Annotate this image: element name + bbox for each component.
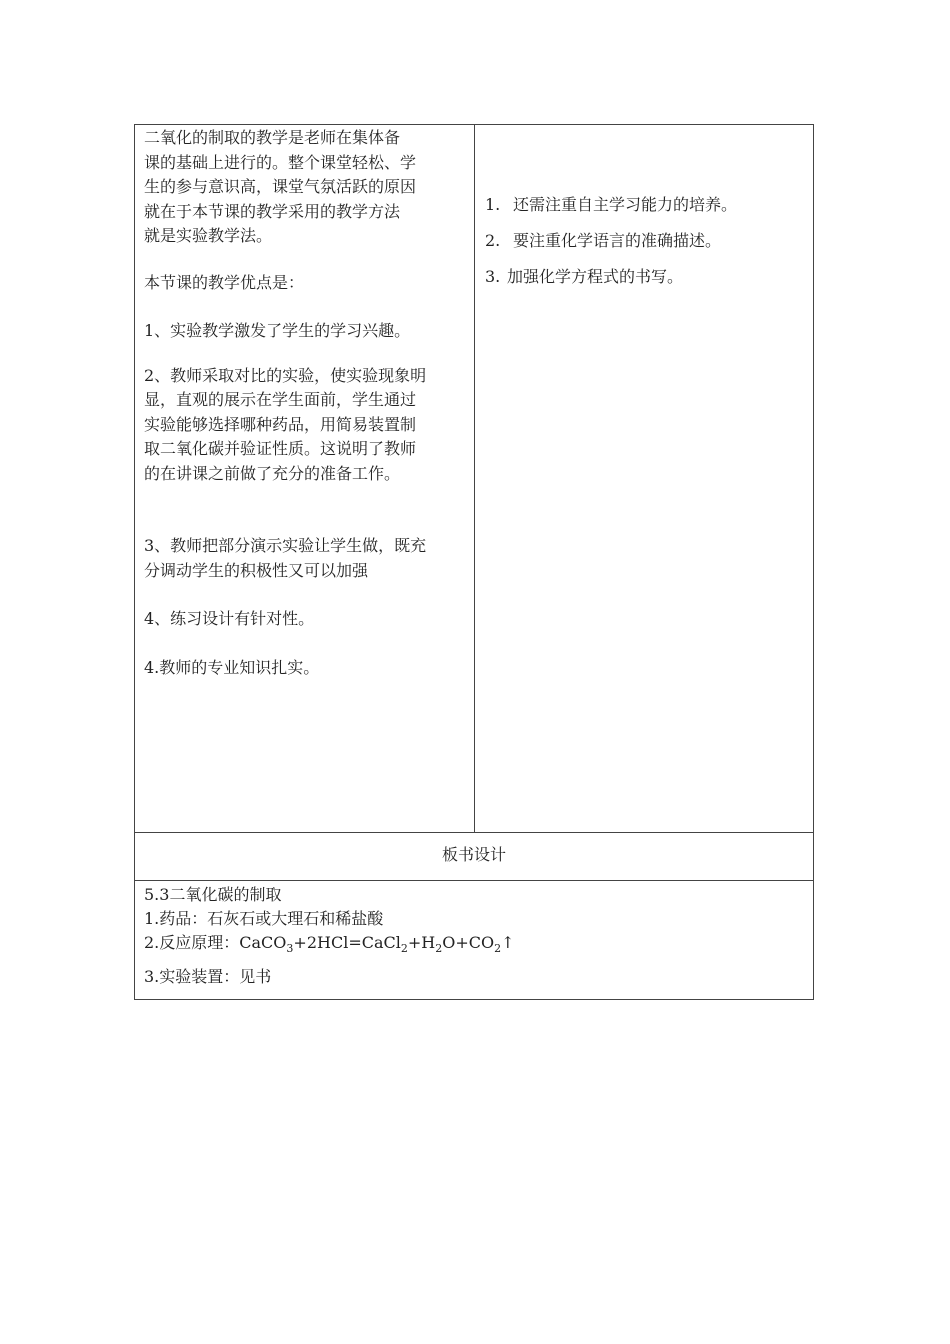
intro-line: 就在于本节课的教学采用的教学方法 — [144, 201, 401, 221]
merit-2-line: 显，直观的展示在学生面前，学生通过 — [144, 390, 417, 409]
evaluation-table — [134, 124, 814, 1000]
intro-line: 就是实验教学法。 — [144, 226, 273, 245]
suggestion-item — [485, 193, 737, 217]
suggestion-text: 还需注重自主学习能力的培养。 — [513, 195, 738, 214]
subscript: 3 — [286, 942, 294, 956]
merit-1: 1、实验教学激发了学生的学习兴趣。 — [144, 321, 411, 340]
merits-cell — [135, 125, 475, 832]
reflection-row — [135, 125, 813, 833]
merit-3-line: 分调动学生的积极性又可以加强 — [144, 560, 369, 580]
reaction-part: +2HCl=CaCl — [293, 933, 401, 952]
merit-2-line: 实验能够选择哪种药品，用简易装置制 — [144, 414, 417, 434]
reaction-part: +H — [407, 933, 436, 952]
subscript: 2 — [494, 942, 502, 956]
suggestion-number: 2. — [485, 231, 501, 250]
intro-line: 生的参与意识高，课堂气氛活跃的原因 — [144, 177, 417, 196]
suggestions-cell — [476, 125, 813, 832]
merit-4: 4、练习设计有针对性。 — [144, 609, 315, 628]
intro-line: 课的基础上进行的。整个课堂轻松、学 — [144, 152, 417, 172]
board-design-header-row — [135, 833, 813, 881]
suggestion-number: 1. — [485, 195, 501, 214]
suggestion-item — [485, 265, 683, 289]
merit-2-line: 取二氧化碳并验证性质。这说明了教师 — [144, 439, 417, 458]
merit-3-line: 3、教师把部分演示实验让学生做，既充 — [144, 536, 427, 555]
board-apparatus: 3.实验装置：见书 — [144, 967, 272, 986]
merit-5: 4.教师的专业知识扎实。 — [144, 657, 320, 677]
merits-title: 本节课的教学优点是： — [144, 272, 305, 292]
subscript: 2 — [400, 942, 408, 956]
suggestion-text: 要注重化学语言的准确描述。 — [513, 231, 722, 250]
subscript: 2 — [435, 942, 443, 956]
suggestion-item — [485, 229, 721, 253]
board-reaction — [144, 931, 515, 961]
board-design-row — [135, 881, 813, 999]
gas-arrow-icon: ↑ — [501, 933, 515, 952]
suggestion-text: 加强化学方程式的书写。 — [507, 267, 684, 286]
merit-2-line: 的在讲课之前做了充分的准备工作。 — [144, 463, 401, 483]
board-design-header: 板书设计 — [441, 845, 506, 864]
reaction-part: 2.反应原理：CaCO — [144, 933, 287, 952]
intro-line: 二氧化的制取的教学是老师在集体备 — [144, 128, 401, 147]
reaction-part: O+CO — [442, 933, 495, 952]
merit-2-line: 2、教师采取对比的实验，使实验现象明 — [144, 365, 427, 385]
board-title: 5.3二氧化碳的制取 — [144, 885, 282, 904]
board-reagents: 1.药品：石灰石或大理石和稀盐酸 — [144, 909, 384, 928]
suggestion-number: 3. — [485, 267, 501, 286]
